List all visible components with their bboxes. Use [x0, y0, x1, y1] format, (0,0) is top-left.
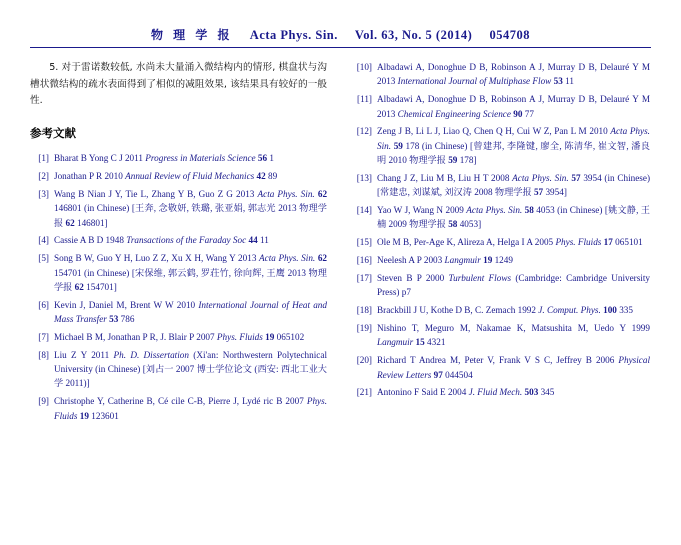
reference-text: Ole M B, Per-Age K, Alireza A, Helga I A 2005 Phys. Fluids 17 065101 [377, 237, 643, 248]
reference-text: Chang J Z, Liu M B, Liu H T 2008 Acta Phys. Sin. 57 3954 (in Chinese) [常建忠, 刘谋斌, 刘汉涛 2008 物理学报 57 3954] [377, 172, 651, 198]
reference-number: [19] [356, 323, 372, 333]
reference-item [353, 303, 650, 317]
reference-text: Richard T Andrea M, Peter V, Frank V S C, Jeffrey B 2006 Physical Review Letters 97 044504 [377, 355, 650, 380]
volume-issue: Vol. 63, No. 5 (2014) [354, 28, 473, 42]
reference-text: Wang B Nian J Y, Tie L, Zhang Y B, Guo Z G 2013 Acta Phys. Sin. 62 146801 (in Chinese) [王奔, 念敬妍, 铁璐, 张亚娟, 郭志光 2013 物理学报 62 146801] [54, 188, 328, 228]
reference-item [30, 169, 327, 183]
reference-list-left [30, 151, 327, 423]
reference-item [30, 330, 327, 344]
reference-number: [17] [356, 272, 372, 283]
reference-number: [20] [356, 355, 372, 366]
reference-item [353, 92, 650, 121]
reference-text: Neelesh A P 2003 Langmuir 19 1249 [377, 255, 513, 266]
reference-number: [5] [38, 253, 49, 264]
reference-number: [2] [38, 170, 49, 181]
reference-item [30, 187, 327, 230]
reference-number: [14] [356, 205, 372, 216]
reference-item [353, 271, 650, 300]
reference-item [30, 233, 327, 247]
reference-number: [16] [356, 255, 372, 266]
reference-item [353, 235, 650, 249]
reference-list-right [353, 60, 650, 400]
reference-number: [12] [356, 126, 372, 137]
reference-number: [9] [38, 396, 49, 407]
reference-item [353, 171, 650, 200]
reference-item [353, 385, 650, 399]
reference-number: [3] [38, 188, 49, 199]
conclusion-paragraph: 5. 对于雷诺数较低, 水尚未大量涌入微结构内的情形, 棋盘状与沟槽状微结构的疏水表面得到了相似的减阻效果, 该结果具有较好的一般性. [30, 62, 327, 106]
left-column [30, 60, 327, 426]
reference-text: Kevin J, Daniel M, Brent W W 2010 International Journal of Heat and Mass Transfer 53 786 [54, 299, 327, 325]
article-id: 054708 [489, 28, 530, 42]
reference-item [353, 60, 650, 89]
reference-text: Antonino F Said E 2004 J. Fluid Mech. 503 345 [377, 387, 555, 398]
reference-item [353, 203, 650, 232]
reference-number: [10] [356, 62, 372, 72]
journal-title-cn: 物 理 学 报 [151, 28, 233, 42]
reference-item [30, 251, 327, 294]
reference-text: Michael B M, Jonathan P R, J. Blair P 2007 Phys. Fluids 19 065102 [54, 331, 305, 342]
journal-title-en: Acta Phys. Sin. [249, 28, 338, 42]
reference-text: Christophe Y, Catherine B, Cé cile C-B, Pierre J, Lydé ric B 2007 Phys. Fluids 19 123601 [54, 396, 327, 421]
reference-text: Bharat B Yong C J 2011 Progress in Materials Science 56 1 [54, 153, 274, 164]
reference-text: Nishino T, Meguro M, Nakamae K, Matsushita M, Uedo Y 1999 Langmuir 15 4321 [377, 323, 650, 348]
header-divider [30, 47, 651, 48]
reference-item [30, 151, 327, 165]
reference-item [353, 253, 650, 267]
reference-number: [18] [356, 305, 372, 316]
reference-text: Cassie A B D 1948 Transactions of the Faraday Soc 44 11 [54, 235, 269, 246]
reference-number: [15] [356, 237, 372, 248]
reference-number: [8] [38, 349, 49, 360]
reference-item [353, 124, 650, 167]
two-column-layout [30, 60, 651, 426]
reference-text: Albadawi A, Donoghue D B, Robinson A J, Murray D B, Delauré Y M 2013 Chemical Engineering Science 90 77 [377, 94, 650, 119]
reference-text: Yao W J, Wang N 2009 Acta Phys. Sin. 58 4053 (in Chinese) [姚文静, 王楠 2009 物理学报 58 4053] [377, 205, 650, 230]
reference-number: [7] [38, 331, 49, 342]
right-column [353, 60, 650, 426]
reference-item [353, 321, 650, 350]
reference-text: Liu Z Y 2011 Ph. D. Dissertation (Xi'an: Northwestern Polytechnical University (in Chinese) [刘占一 2007 博士学位论文 (西安: 西北工业大学 2011)] [54, 349, 327, 389]
reference-text: Jonathan P R 2010 Annual Review of Fluid Mechanics 42 89 [54, 170, 278, 181]
reference-number: [21] [356, 387, 372, 398]
reference-number: [13] [356, 172, 372, 183]
reference-text: Steven B P 2000 Turbulent Flows (Cambridge: Cambridge University Press) p7 [377, 272, 651, 298]
page-header [30, 26, 651, 43]
reference-number: [1] [38, 153, 49, 164]
reference-text: Brackbill J U, Kothe D B, C. Zemach 1992 J. Comput. Phys. 100 335 [377, 305, 633, 316]
reference-text: Song B W, Guo Y H, Luo Z Z, Xu X H, Wang Y 2013 Acta Phys. Sin. 62 154701 (in Chinese) [宋保维, 郭云鹤, 罗荘竹, 徐向辉, 王鹰 2013 物理学报 62 154701] [54, 253, 328, 292]
reference-text: Albadawi A, Donoghue D B, Robinson A J, Murray D B, Delauré Y M 2013 International Journal of Multiphase Flow 53 11 [377, 62, 650, 87]
references-heading: 参考文献 [30, 125, 76, 140]
reference-number: [11] [357, 94, 372, 105]
reference-number: [4] [38, 235, 49, 246]
reference-item [30, 394, 327, 423]
reference-item [30, 348, 327, 391]
reference-item [30, 298, 327, 327]
reference-item [353, 353, 650, 382]
reference-text: Zeng J B, Li L J, Liao Q, Chen Q H, Cui W Z, Pan L M 2010 Acta Phys. Sin. 59 178 (in Chinese) [曾建邦, 李隆键, 廖全, 陈清华, 崔文智, 潘良明 2010 物理学报 59 178] [377, 126, 650, 166]
reference-number: [6] [38, 299, 49, 310]
